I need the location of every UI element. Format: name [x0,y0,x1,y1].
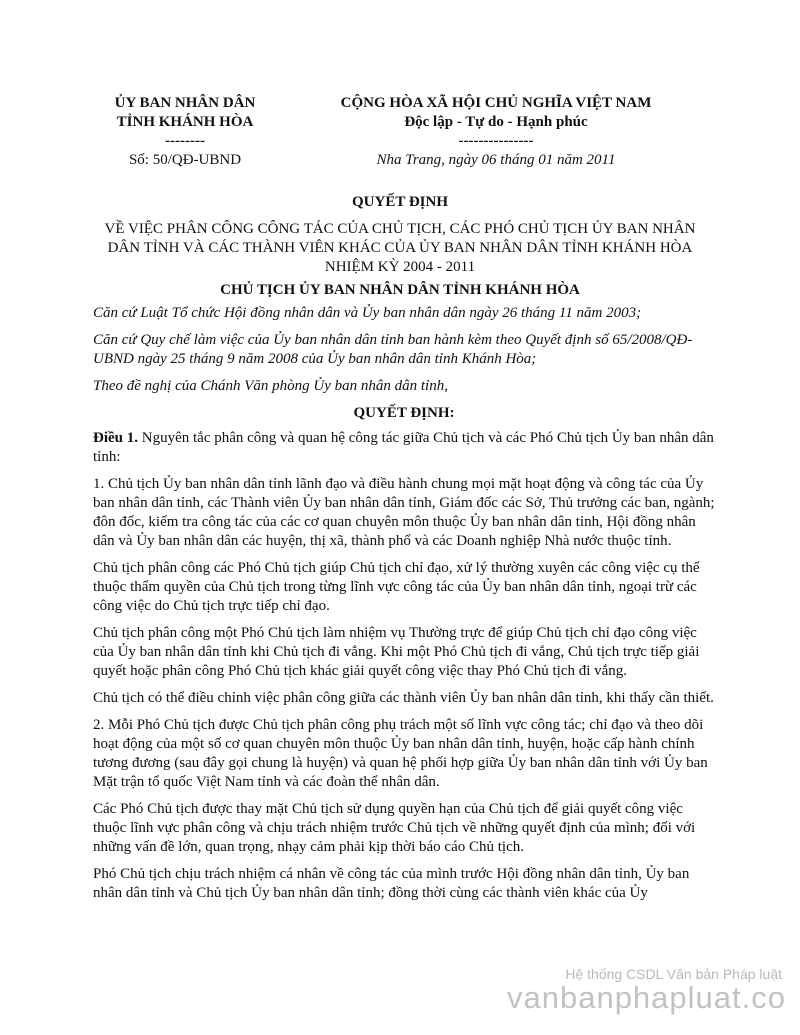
issuing-authority-title: CHỦ TỊCH ỦY BAN NHÂN DÂN TỈNH KHÁNH HÒA [220,282,580,298]
article-1 [93,429,715,467]
paragraph: 2. Mỗi Phó Chủ tịch được Chủ tịch phân công phụ trách một số lĩnh vực công tác; chỉ đạo và theo dõi hoạt động của một số cơ quan chuyên môn thuộc Ủy ban nhân dân tỉnh, huyện, hoặc cấp hành chính tương đương (sau đây gọi chung là huyện) và quan hệ phối hợp giữa Ủy ban nhân dân tỉnh với Ủy ban Mặt trận tổ quốc Việt Nam tỉnh và các đoàn thể nhân dân. [93,717,708,790]
left-separator: -------- [165,133,205,149]
document-subject: VỀ VIỆC PHÂN CÔNG CÔNG TÁC CỦA CHỦ TỊCH, CÁC PHÓ CHỦ TỊCH ỦY BAN NHÂN DÂN TỈNH VÀ CÁC THÀNH VIÊN KHÁC CỦA ỦY BAN NHÂN DÂN TỈNH KHÁNH HÒA NHIỆM KỲ 2004 - 2011 [104,221,696,275]
paragraph: Phó Chủ tịch chịu trách nhiệm cá nhân về công tác của mình trước Hội đồng nhân dân tỉnh, Ủy ban nhân dân tỉnh và Chủ tịch Ủy ban nhân dân tỉnh; đồng thời cùng các thành viên khác của Ủy [93,866,690,901]
nation-name: CỘNG HÒA XÃ HỘI CHỦ NGHĨA VIỆT NAM [340,95,652,111]
paragraph: 1. Chủ tịch Ủy ban nhân dân tỉnh lãnh đạo và điều hành chung mọi mặt hoạt động và công tác của Ủy ban nhân dân tỉnh, các Thành viên Ủy ban nhân dân tỉnh, Giám đốc các Sở, Thủ trưởng các ban, ngành; đôn đốc, kiểm tra công tác của các cơ quan chuyên môn thuộc Ủy ban nhân dân tỉnh, Hội đồng nhân dân và Ủy ban nhân dân các huyện, thị xã, thành phố và các Doanh nghiệp Nhà nước thuộc tỉnh. [93,476,715,549]
article-1-text: Nguyên tắc phân công và quan hệ công tác giữa Chủ tịch và các Phó Chủ tịch Ủy ban nhân dân tỉnh: [93,430,714,465]
right-separator: --------------- [458,133,534,149]
paragraph: Chủ tịch phân công một Phó Chủ tịch làm nhiệm vụ Thường trực để giúp Chủ tịch chỉ đạo công việc của Ủy ban nhân dân tỉnh khi Chủ tịch đi vắng. Khi một Phó Chủ tịch đi vắng, Chủ tịch trực tiếp giải quyết hoặc phân công Phó Chủ tịch khác giải quyết công việc thay Phó Chủ tịch đi vắng. [93,625,700,679]
article-1-label: Điều 1. [93,430,138,446]
document-type-title: QUYẾT ĐỊNH [352,194,448,210]
watermark-caption: Hệ thống CSDL Văn bản Pháp luật [565,966,782,982]
national-header [300,94,692,170]
paragraph: Các Phó Chủ tịch được thay mặt Chủ tịch sử dụng quyền hạn của Chủ tịch để giải quyết công việc thuộc lĩnh vực phân công và chịu trách nhiệm trước Chủ tịch về những quyết định của mình; đối với những vấn đề lớn, quan trọng, nhạy cảm phải kịp thời báo cáo Chủ tịch. [93,801,696,855]
issuing-authority [90,94,280,170]
place-and-date: Nha Trang, ngày 06 tháng 01 năm 2011 [376,152,616,168]
preamble-line: Căn cứ Quy chế làm việc của Ủy ban nhân dân tỉnh ban hành kèm theo Quyết định số 65/2008/QĐ-UBND ngày 25 tháng 9 năm 2008 của Ủy ban nhân dân tỉnh Khánh Hòa; [93,332,693,367]
decision-heading: QUYẾT ĐỊNH: [353,405,455,421]
paragraph: Chủ tịch phân công các Phó Chủ tịch giúp Chủ tịch chỉ đạo, xử lý thường xuyên các công việc cụ thể thuộc thẩm quyền của Chủ tịch trong từng lĩnh vực công tác của Ủy ban nhân dân tỉnh, ngoại trừ các công việc do Chủ tịch trực tiếp chỉ đạo. [93,560,700,614]
paragraph: Chủ tịch có thể điều chỉnh việc phân công giữa các thành viên Ủy ban nhân dân tỉnh, khi thấy cần thiết. [93,690,714,706]
preamble-line: Căn cứ Luật Tổ chức Hội đồng nhân dân và Ủy ban nhân dân ngày 26 tháng 11 năm 2003; [93,305,642,321]
watermark-site: vanbanphapluat.co [506,980,786,1015]
preamble-line: Theo đề nghị của Chánh Văn phòng Ủy ban nhân dân tỉnh, [93,378,448,394]
org-name-line-1: ỦY BAN NHÂN DÂN [114,95,256,111]
national-motto: Độc lập - Tự do - Hạnh phúc [404,114,588,130]
org-name-line-2: TỈNH KHÁNH HÒA [116,114,254,130]
document-body [93,304,715,911]
document-number: Số: 50/QĐ-UBND [128,152,242,168]
